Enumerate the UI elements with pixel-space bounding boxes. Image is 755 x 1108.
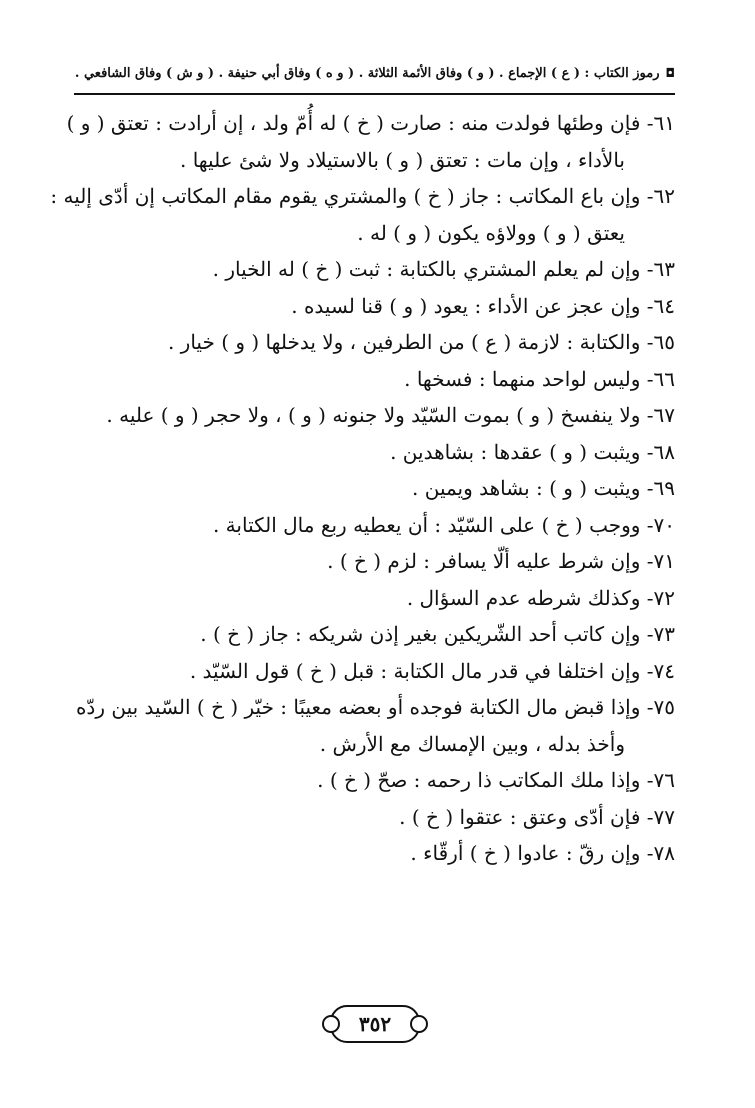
entry-text: وإذا ملك المكاتب ذا رحمه : صحّ ( خ ) . bbox=[317, 768, 641, 792]
entry-text: وإذا قبض مال الكتابة فوجده أو بعضه معيبًا : خيّر ( خ ) السّيد بين ردّه bbox=[75, 695, 641, 719]
entry-line bbox=[74, 142, 675, 179]
entry-text: بالأداء ، وإن مات : تعتق ( و ) بالاستيلاد ولا شئ عليها . bbox=[180, 147, 625, 172]
entry-line bbox=[74, 324, 675, 361]
entry-line bbox=[74, 653, 675, 690]
entry-number: ٧٢- bbox=[646, 585, 675, 610]
entry-text: ويثبت ( و ) عقدها : بشاهدين . bbox=[390, 439, 641, 464]
entry-line bbox=[74, 470, 675, 507]
entry-number: ٦٣- bbox=[646, 257, 675, 281]
page-header bbox=[74, 58, 675, 88]
entry-number: ٦١- bbox=[646, 111, 675, 135]
entry-number: ٧٦- bbox=[646, 768, 675, 792]
entry-text: وإن كاتب أحد الشّريكين بغير إذن شريكه : جاز ( خ ) . bbox=[200, 622, 641, 646]
entry-text: فإن وطئها فولدت منه : صارت ( خ ) له أُمّ ولد ، إن أرادت : تعتق ( و ) bbox=[66, 111, 641, 135]
entry-text: وإن رقّ : عادوا ( خ ) أرقّاء . bbox=[410, 841, 641, 865]
entry-line bbox=[74, 288, 675, 325]
entry-number: ٧٤- bbox=[646, 658, 675, 683]
square-bullet-icon: ◘ bbox=[665, 66, 675, 80]
entry-line bbox=[66, 105, 675, 142]
entry-number: ٦٧- bbox=[646, 403, 675, 427]
page-number: ٣٥٢ bbox=[358, 1012, 392, 1036]
header-divider bbox=[74, 93, 675, 95]
header-text: رموز الكتاب : ( ع ) الإجماع . ( و ) وفاق الأئمة الثلاثة . ( و ه ) وفاق أبي حنيفة . ( و ش ) وفاق الشافعي . bbox=[74, 65, 660, 81]
entry-number: ٦٢- bbox=[646, 184, 675, 208]
entry-number: ٦٤- bbox=[646, 293, 675, 318]
entry-line bbox=[74, 434, 675, 471]
entry-text: وإن باع المكاتب : جاز ( خ ) والمشتري يقوم مقام المكاتب إن أدّى إليه : bbox=[50, 184, 641, 208]
entry-line bbox=[50, 178, 675, 215]
entry-number: ٧١- bbox=[646, 549, 675, 573]
entry-line bbox=[74, 580, 675, 617]
entry-line bbox=[74, 215, 675, 252]
entry-text: فإن أدّى وعتق : عتقوا ( خ ) . bbox=[399, 804, 641, 829]
entry-text: ووجب ( خ ) على السّيّد : أن يعطيه ربع مال الكتابة . bbox=[212, 512, 641, 537]
entry-text: والكتابة : لازمة ( ع ) من الطرفين ، ولا يدخلها ( و ) خيار . bbox=[167, 330, 641, 354]
entries-list bbox=[50, 105, 675, 872]
entry-number: ٧٣- bbox=[646, 622, 675, 646]
entry-line bbox=[74, 507, 675, 544]
entry-line bbox=[74, 835, 675, 872]
entry-text: وإن اختلفا في قدر مال الكتابة : قبل ( خ ) قول السّيّد . bbox=[189, 658, 641, 683]
entry-number: ٦٥- bbox=[646, 330, 675, 354]
entry-number: ٧٥- bbox=[646, 695, 675, 719]
entry-line bbox=[74, 726, 675, 763]
entry-line bbox=[74, 689, 675, 726]
entry-number: ٧٠- bbox=[646, 512, 675, 537]
page-number-badge bbox=[330, 1005, 420, 1043]
entry-text: وليس لواحد منهما : فسخها . bbox=[404, 366, 641, 391]
entry-text: وأخذ بدله ، وبين الإمساك مع الأرش . bbox=[319, 731, 625, 756]
entry-text: وكذلك شرطه عدم السؤال . bbox=[406, 585, 641, 610]
entry-text: وإن لم يعلم المشتري بالكتابة : ثبت ( خ ) له الخيار . bbox=[212, 257, 641, 281]
entry-line bbox=[74, 762, 675, 799]
entry-number: ٦٩- bbox=[646, 476, 675, 500]
entry-number: ٧٧- bbox=[646, 804, 675, 829]
entry-number: ٧٨- bbox=[646, 841, 675, 865]
entry-line bbox=[74, 799, 675, 836]
entry-number: ٦٨- bbox=[646, 439, 675, 464]
entry-number: ٦٦- bbox=[646, 366, 675, 391]
entry-text: وإن عجز عن الأداء : يعود ( و ) قنا لسيده . bbox=[291, 293, 641, 318]
entry-text: ولا ينفسخ ( و ) بموت السّيّد ولا جنونه ( و ) ، ولا حجر ( و ) عليه . bbox=[106, 403, 641, 427]
entry-line bbox=[74, 543, 675, 580]
entry-line bbox=[74, 361, 675, 398]
entry-text: وإن شرط عليه ألّا يسافر : لزم ( خ ) . bbox=[327, 549, 641, 573]
entry-line bbox=[74, 251, 675, 288]
entry-text: يعتق ( و ) وولاؤه يكون ( و ) له . bbox=[357, 220, 625, 245]
entry-text: ويثبت ( و ) : بشاهد ويمين . bbox=[412, 476, 641, 500]
entry-line bbox=[74, 616, 675, 653]
entry-line bbox=[74, 397, 675, 434]
